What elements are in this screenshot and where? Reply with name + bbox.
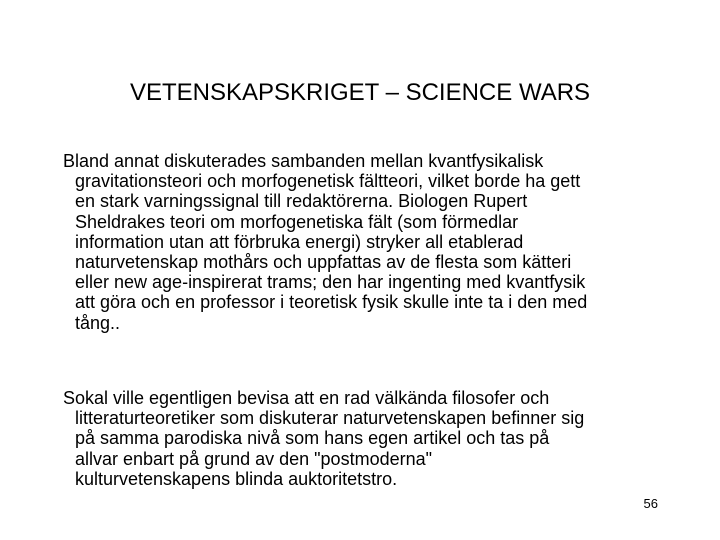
paragraph-line: kulturvetenskapens blinda auktoritetstro. [75,468,398,489]
paragraph-line: Bland annat diskuterades sambanden mellan kvantfysikalisk [63,151,544,171]
paragraph-line: på samma parodiska nivå som hans egen artikel och tas på [75,428,550,449]
paragraph-line: att göra och en professor i teoretisk fysik skulle inte ta i den med [75,292,588,313]
paragraph-line: en stark varningssignal till redaktörerna. Biologen Rupert [75,191,528,212]
page-number: 56 [643,496,658,511]
paragraph-line: eller new age-inspirerat trams; den har ingenting med kvantfysik [75,272,586,293]
body-paragraph-2 [63,388,663,489]
paragraph-line: tång.. [75,312,121,333]
slide-title: VETENSKAPSKRIGET – SCIENCE WARS [129,79,591,106]
paragraph-line: Sheldrakes teori om morfogenetiska fält (som förmedlar [75,211,519,232]
paragraph-line: litteraturteoretiker som diskuterar naturvetenskapen befinner sig [75,408,585,429]
body-paragraph-1 [63,151,663,333]
paragraph-line: allvar enbart på grund av den "postmoderna" [75,448,433,469]
paragraph-line: Sokal ville egentligen bevisa att en rad välkända filosofer och [63,388,550,408]
paragraph-line: gravitationsteori och morfogenetisk fältteori, vilket borde ha gett [75,171,581,192]
paragraph-line: naturvetenskap mothårs och uppfattas av de flesta som kätteri [75,252,572,273]
paragraph-line: information utan att förbruka energi) stryker all etablerad [75,231,524,252]
